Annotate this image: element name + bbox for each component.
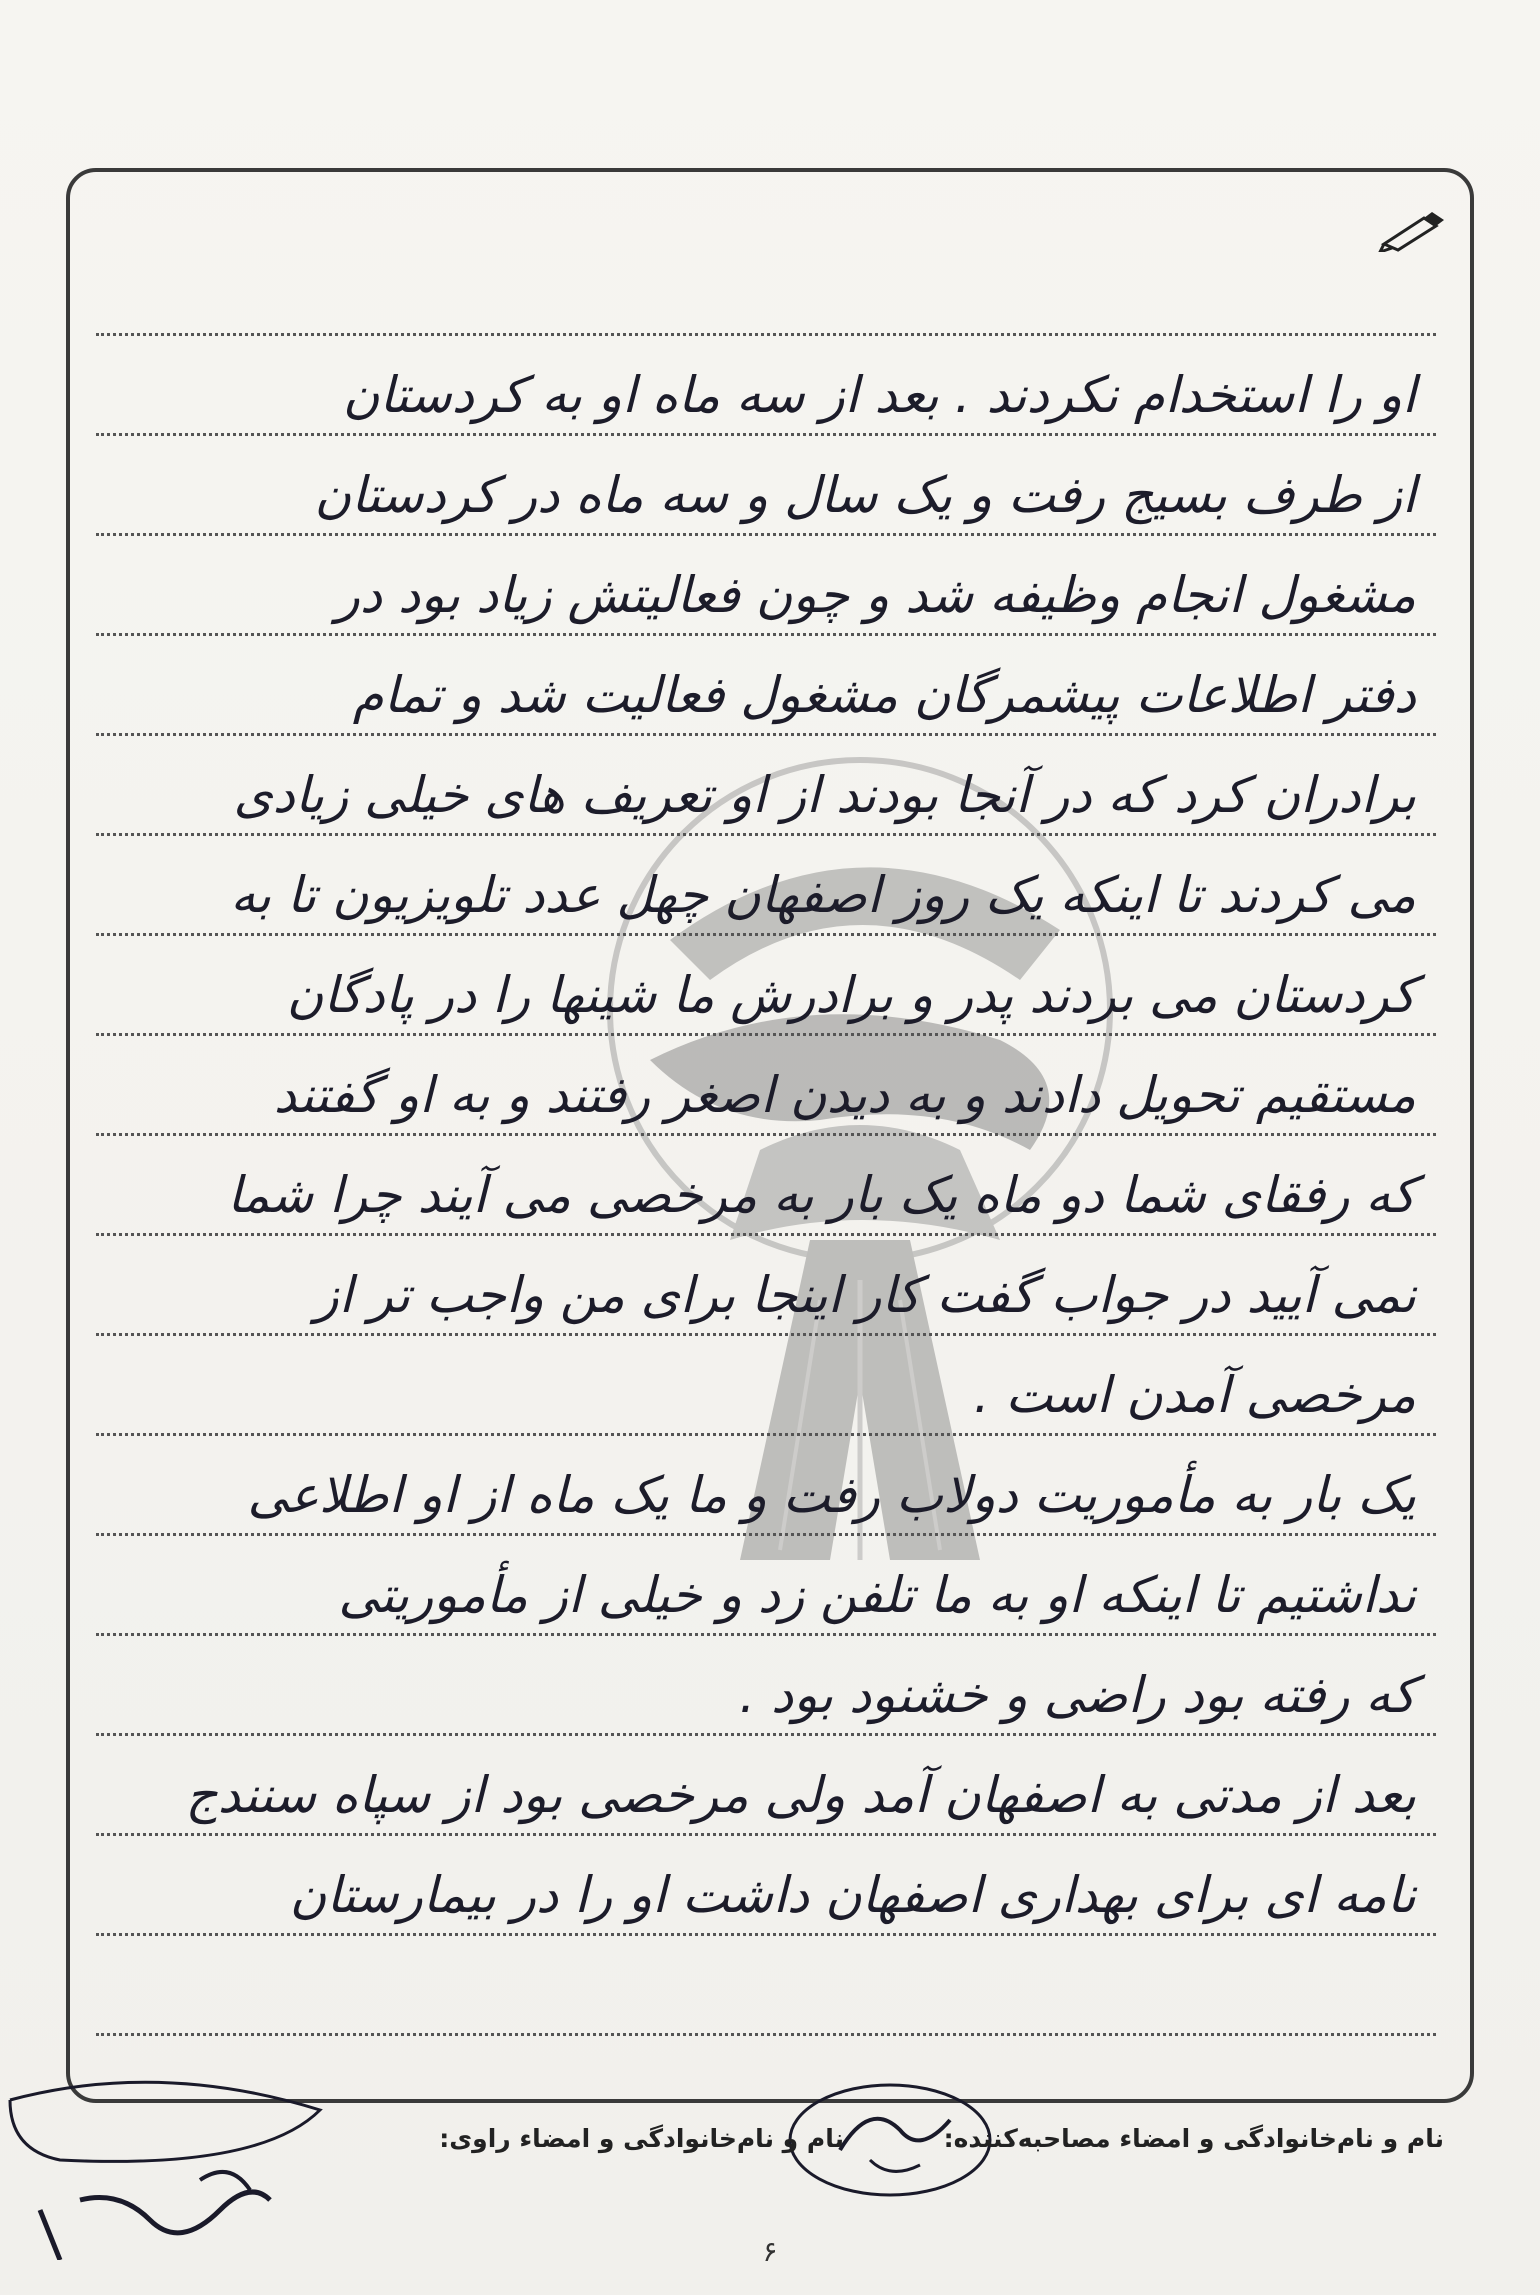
line-text: که رفته بود راضی و خشنود بود . [739, 1666, 1416, 1724]
handwritten-line [96, 540, 1436, 636]
handwritten-line [96, 340, 1436, 436]
handwritten-line [96, 1640, 1436, 1736]
line-text: یک بار به مأموریت دولاب رفت و ما یک ماه از او اطلاعی [247, 1466, 1416, 1524]
line-text: نمی آیید در جواب گفت کار اینجا برای من واجب تر از [314, 1266, 1416, 1324]
handwritten-line [96, 240, 1436, 336]
handwritten-line [96, 740, 1436, 836]
line-text: او را استخدام نکردند . بعد از سه ماه او به کردستان [342, 366, 1416, 424]
handwritten-line [96, 940, 1436, 1036]
line-text: برادران کرد که در آنجا بودند از او تعریف های خیلی زیادی [233, 766, 1416, 824]
line-text: بعد از مدتی به اصفهان آمد ولی مرخصی بود از سپاه سنندج [185, 1766, 1416, 1824]
line-text: مستقیم تحویل دادند و به دیدن اصغر رفتند و به او گفتند [273, 1066, 1416, 1124]
handwritten-line [96, 440, 1436, 536]
line-text: کردستان می بردند پدر و برادرش ما شینها را در پادگان [286, 966, 1416, 1024]
handwritten-line [96, 1440, 1436, 1536]
handwritten-line [96, 1140, 1436, 1236]
line-text: که رفقای شما دو ماه یک بار به مرخصی می آیند چرا شما [227, 1166, 1416, 1224]
line-text: مرخصی آمدن است . [973, 1366, 1416, 1424]
line-text: دفتر اطلاعات پیشمرگان مشغول فعالیت شد و تمام [352, 666, 1416, 724]
line-text: نامه ای برای بهداری اصفهان داشت او را در بیمارستان [289, 1866, 1416, 1924]
handwritten-line [96, 1340, 1436, 1436]
handwritten-line [96, 1240, 1436, 1336]
line-text: از طرف بسیج رفت و یک سال و سه ماه در کردستان [314, 466, 1416, 524]
interviewer-signature-label: نام و نام‌خانوادگی و امضاء مصاحبه‌کننده: [943, 2124, 1444, 2153]
handwritten-line [96, 1040, 1436, 1136]
handwritten-line [96, 840, 1436, 936]
narrator-signature-label: نام و نام‌خانوادگی و امضاء راوی: [439, 2124, 844, 2153]
line-text: می کردند تا اینکه یک روز اصفهان چهل عدد تلویزیون تا به [230, 866, 1416, 924]
handwritten-line [96, 1840, 1436, 1936]
line-text: مشغول انجام وظیفه شد و چون فعالیتش زیاد بود در [335, 566, 1416, 624]
page-number: ۶ [762, 2235, 778, 2268]
signature-footer [96, 2110, 1444, 2170]
handwritten-line [96, 1740, 1436, 1836]
line-text: نداشتیم تا اینکه او به ما تلفن زد و خیلی از مأموریتی [338, 1566, 1416, 1624]
handwritten-line [96, 640, 1436, 736]
handwritten-line [96, 1940, 1436, 2036]
handwritten-line [96, 1540, 1436, 1636]
